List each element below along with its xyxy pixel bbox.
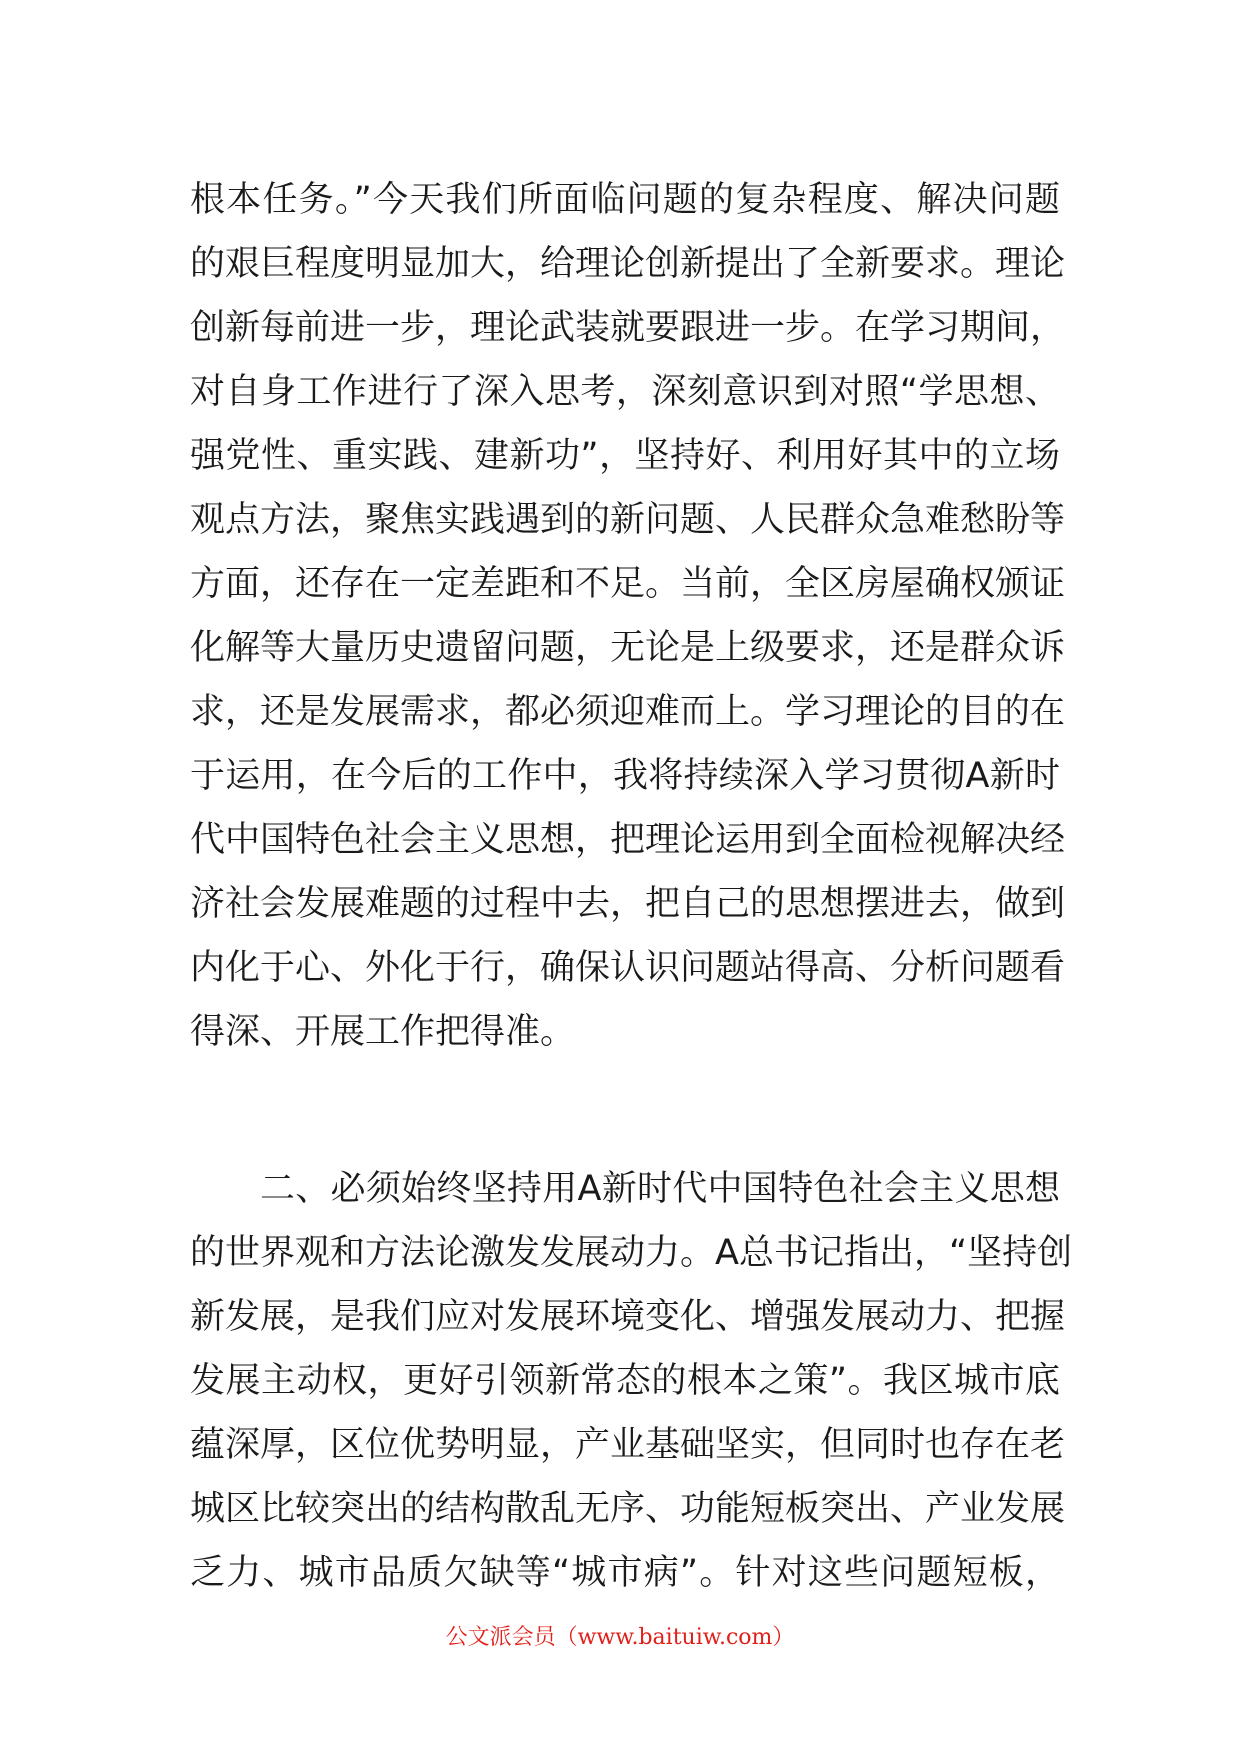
text-line: 新发展，是我们应对发展环境变化、增强发展动力、把握 [190,1297,1066,1337]
text-line: 发展主动权，更好引领新常态的根本之策”。我区城市底 [190,1361,1060,1401]
text-line: 的世界观和方法论激发发展动力。A总书记指出，“坚持创 [190,1233,1073,1273]
text-line: 得深、开展工作把得准。 [190,1012,576,1052]
text-line: 强党性、重实践、建新功”，坚持好、利用好其中的立场 [190,436,1060,476]
text-line: 观点方法，聚焦实践遇到的新问题、人民群众急难愁盼等 [190,500,1066,540]
text-line: 乏力、城市品质欠缺等“城市病”。针对这些问题短板， [190,1553,1060,1593]
paragraph-1 [190,168,1066,1064]
text-line: 方面，还存在一定差距和不足。当前，全区房屋确权颁证 [190,564,1066,604]
footer-watermark: 公文派会员（www.baituiw.com） [445,1625,795,1650]
text-line: 对自身工作进行了深入思考，深刻意识到对照“学思想、 [190,372,1060,412]
text-line: 的艰巨程度明显加大，给理论创新提出了全新要求。理论 [190,244,1066,284]
text-line: 城区比较突出的结构散乱无序、功能短板突出、产业发展 [190,1489,1066,1529]
text-line: 求，还是发展需求，都必须迎难而上。学习理论的目的在 [190,692,1066,732]
paragraph-2 [190,1157,1073,1605]
text-line: 化解等大量历史遗留问题，无论是上级要求，还是群众诉 [190,628,1066,668]
text-line: 蕴深厚，区位优势明显，产业基础坚实，但同时也存在老 [190,1425,1066,1465]
text-line: 济社会发展难题的过程中去，把自己的思想摆进去，做到 [190,884,1066,924]
text-line: 创新每前进一步，理论武装就要跟进一步。在学习期间， [190,308,1066,348]
text-line: 根本任务。”今天我们所面临问题的复杂程度、解决问题 [190,180,1060,220]
text-line: 内化于心、外化于行，确保认识问题站得高、分析问题看 [190,948,1066,988]
text-line: 二、必须始终坚持用A新时代中国特色社会主义思想 [260,1169,1060,1209]
text-line: 于运用，在今后的工作中，我将持续深入学习贯彻A新时 [190,756,1060,796]
text-line: 代中国特色社会主义思想，把理论运用到全面检视解决经 [190,820,1066,860]
